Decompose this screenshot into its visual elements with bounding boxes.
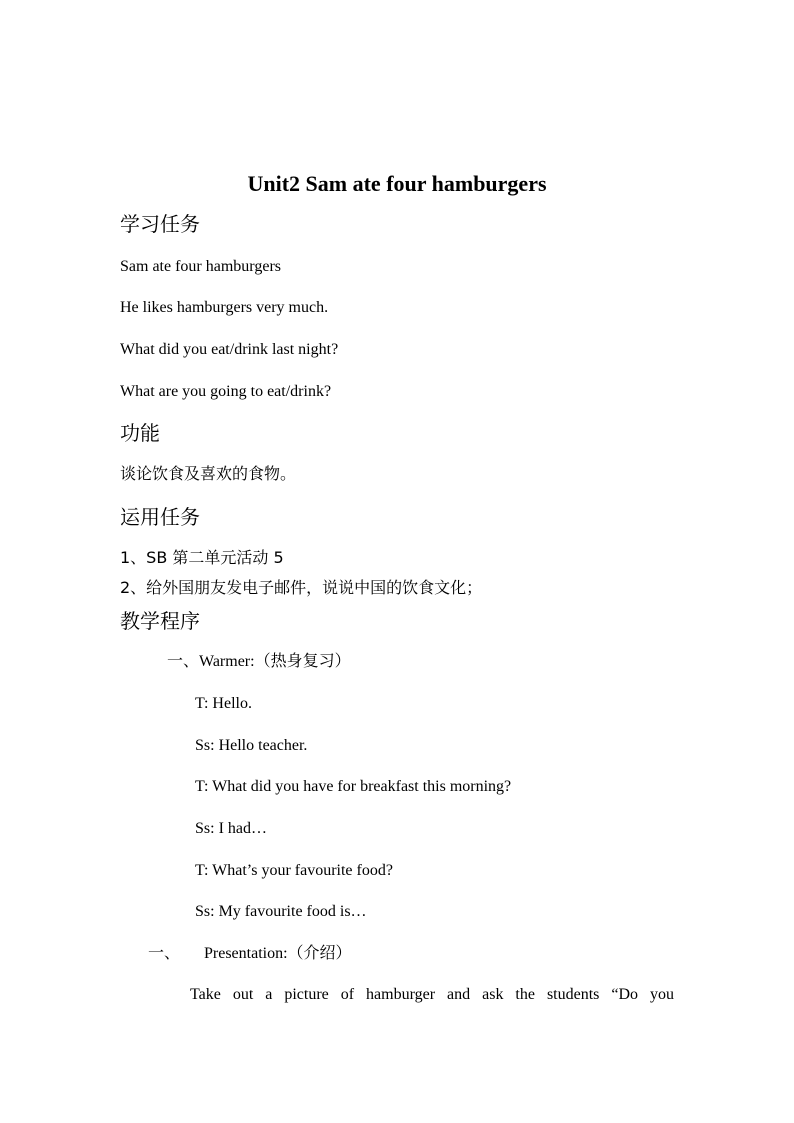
learning-task-line-3: What did you eat/drink last night? bbox=[120, 341, 339, 358]
dialogue-line-2: Ss: Hello teacher. bbox=[195, 737, 308, 754]
document-title: Unit2 Sam ate four hamburgers bbox=[247, 171, 547, 196]
application-tasks-heading: 运用任务 bbox=[120, 505, 200, 529]
presentation-text: Take out a picture of hamburger and ask the students “Do you bbox=[190, 986, 674, 1003]
dialogue-line-5: T: What’s your favourite food? bbox=[195, 862, 393, 879]
dialogue-line-6: Ss: My favourite food is… bbox=[195, 903, 367, 920]
learning-tasks-heading: 学习任务 bbox=[120, 212, 200, 236]
learning-task-line-2: He likes hamburgers very much. bbox=[120, 299, 329, 316]
application-task-item-2: 2、给外国朋友发电子邮件，说说中国的饮食文化； bbox=[120, 578, 483, 597]
function-text: 谈论饮食及喜欢的食物。 bbox=[120, 464, 297, 483]
learning-task-line-1: Sam ate four hamburgers bbox=[120, 258, 281, 275]
application-task-item-1: 1、SB 第二单元活动 5 bbox=[120, 548, 284, 567]
learning-task-line-4: What are you going to eat/drink? bbox=[120, 383, 332, 400]
presentation-number: 一、 bbox=[148, 945, 181, 962]
dialogue-line-1: T: Hello. bbox=[195, 695, 252, 712]
dialogue-line-4: Ss: I had… bbox=[195, 820, 267, 837]
presentation-label: Presentation:（介绍） bbox=[204, 945, 352, 962]
dialogue-line-3: T: What did you have for breakfast this morning? bbox=[195, 778, 512, 795]
teaching-procedure-heading: 教学程序 bbox=[120, 609, 200, 633]
warmer-label: 一、Warmer:（热身复习） bbox=[167, 653, 351, 670]
function-heading: 功能 bbox=[120, 421, 160, 445]
